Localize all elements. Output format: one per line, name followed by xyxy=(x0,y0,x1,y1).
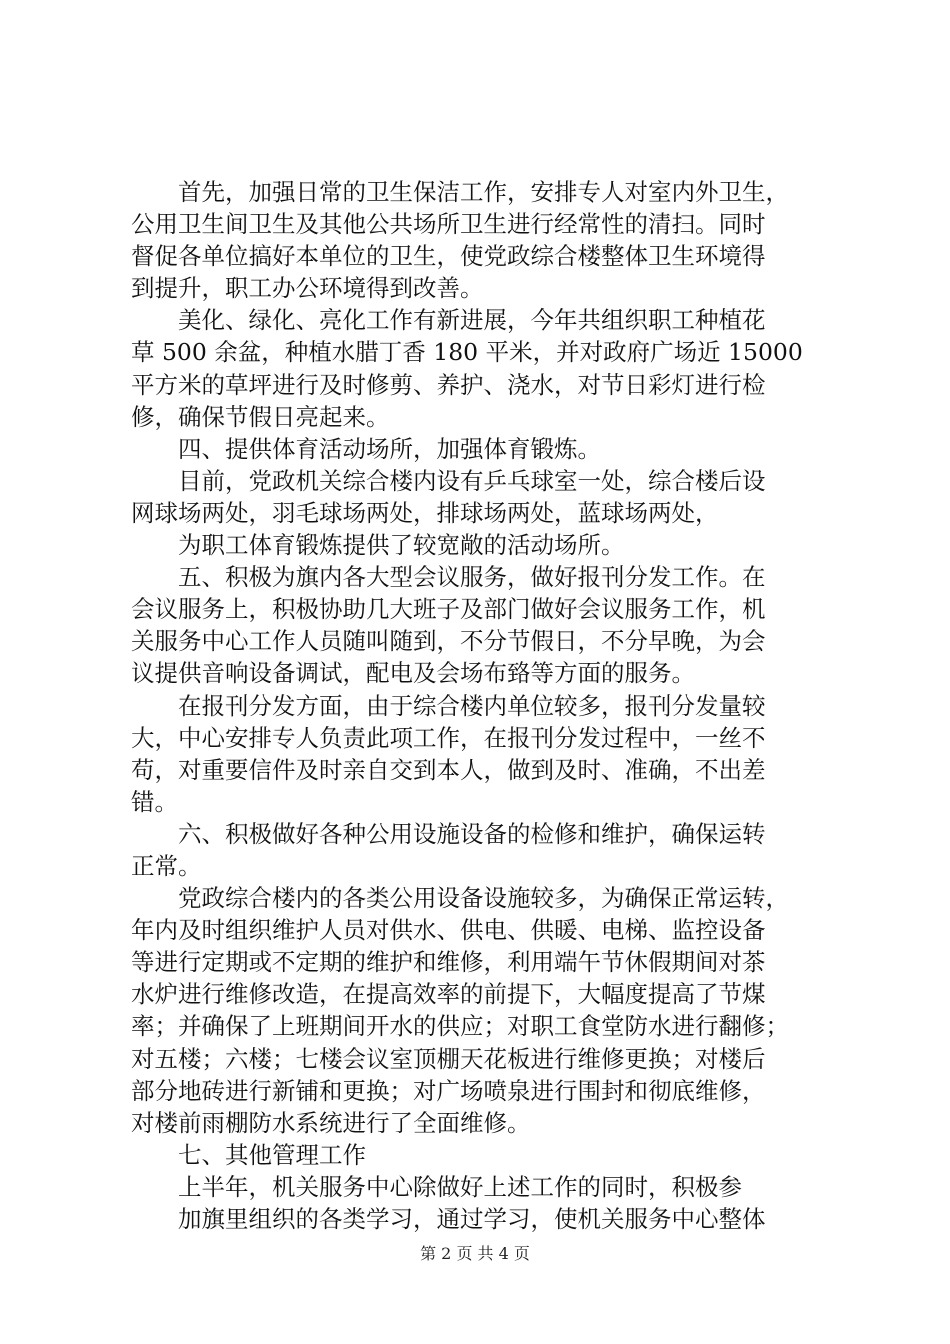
text-line: 公用卫生间卫生及其他公共场所卫生进行经常性的清扫。同时 xyxy=(131,210,766,239)
text-line: 到提升，职工办公环境得到改善。 xyxy=(131,274,484,303)
text-line: 对五楼；六楼；七楼会议室顶棚天花板进行维修更换；对楼后 xyxy=(131,1044,766,1073)
text-line: 率；并确保了上班期间开水的供应；对职工食堂防水进行翻修； xyxy=(131,1012,789,1041)
section-heading: 五、积极为旗内各大型会议服务，做好报刊分发工作。在 xyxy=(178,563,766,592)
text-line: 目前，党政机关综合楼内设有乒乓球室一处，综合楼后设 xyxy=(178,466,766,495)
text-line: 草 500 余盆，种植水腊丁香 180 平米，并对政府广场近 15000 xyxy=(131,338,803,367)
text-line: 美化、绿化、亮化工作有新进展，今年共组织职工种植花 xyxy=(178,306,766,335)
text-line: 首先，加强日常的卫生保洁工作，安排专人对室内外卫生， xyxy=(178,178,789,206)
text-line: 正常。 xyxy=(131,851,202,880)
text-line: 加旗里组织的各类学习，通过学习，使机关服务中心整体 xyxy=(178,1205,766,1233)
page-footer: 第 2 页 共 4 页 xyxy=(420,1244,530,1263)
section-heading: 六、积极做好各种公用设施设备的检修和维护，确保运转 xyxy=(178,819,766,848)
text-line: 错。 xyxy=(131,787,178,816)
text-line: 部分地砖进行新铺和更换；对广场喷泉进行围封和彻底维修， xyxy=(131,1076,766,1105)
text-line: 苟，对重要信件及时亲自交到本人，做到及时、准确，不出差 xyxy=(131,755,766,784)
section-heading: 七、其他管理工作 xyxy=(178,1140,366,1169)
text-line: 平方米的草坪进行及时修剪、养护、浇水，对节日彩灯进行检 xyxy=(131,370,766,399)
text-line: 在报刊分发方面，由于综合楼内单位较多，报刊分发量较 xyxy=(178,691,766,720)
text-line: 为职工体育锻炼提供了较宽敞的活动场所。 xyxy=(178,531,625,560)
text-line: 大，中心安排专人负责此项工作，在报刊分发过程中，一丝不 xyxy=(131,723,766,752)
text-line: 年内及时组织维护人员对供水、供电、供暖、电梯、监控设备 xyxy=(131,916,766,945)
text-line: 网球场两处，羽毛球场两处，排球场两处，蓝球场两处， xyxy=(131,498,719,527)
document-body xyxy=(131,176,831,1235)
text-line: 议提供音响设备调试，配电及会场布臵等方面的服务。 xyxy=(131,659,695,688)
text-line: 修，确保节假日亮起来。 xyxy=(131,402,390,431)
section-heading: 四、提供体育活动场所，加强体育锻炼。 xyxy=(178,434,601,463)
text-line: 督促各单位搞好本单位的卫生，使党政综合楼整体卫生环境得 xyxy=(131,242,766,271)
text-line: 关服务中心工作人员随叫随到，不分节假日，不分早晚，为会 xyxy=(131,627,766,656)
text-line: 水炉进行维修改造，在提高效率的前提下，大幅度提高了节煤 xyxy=(131,980,766,1009)
text-line: 上半年，机关服务中心除做好上述工作的同时，积极参 xyxy=(178,1172,742,1201)
text-line: 对楼前雨棚防水系统进行了全面维修。 xyxy=(131,1108,531,1137)
text-line: 会议服务上，积极协助几大班子及部门做好会议服务工作，机 xyxy=(131,595,766,624)
text-line: 等进行定期或不定期的维护和维修，利用端午节休假期间对茶 xyxy=(131,948,766,977)
text-line: 党政综合楼内的各类公用设备设施较多，为确保正常运转， xyxy=(178,884,789,913)
